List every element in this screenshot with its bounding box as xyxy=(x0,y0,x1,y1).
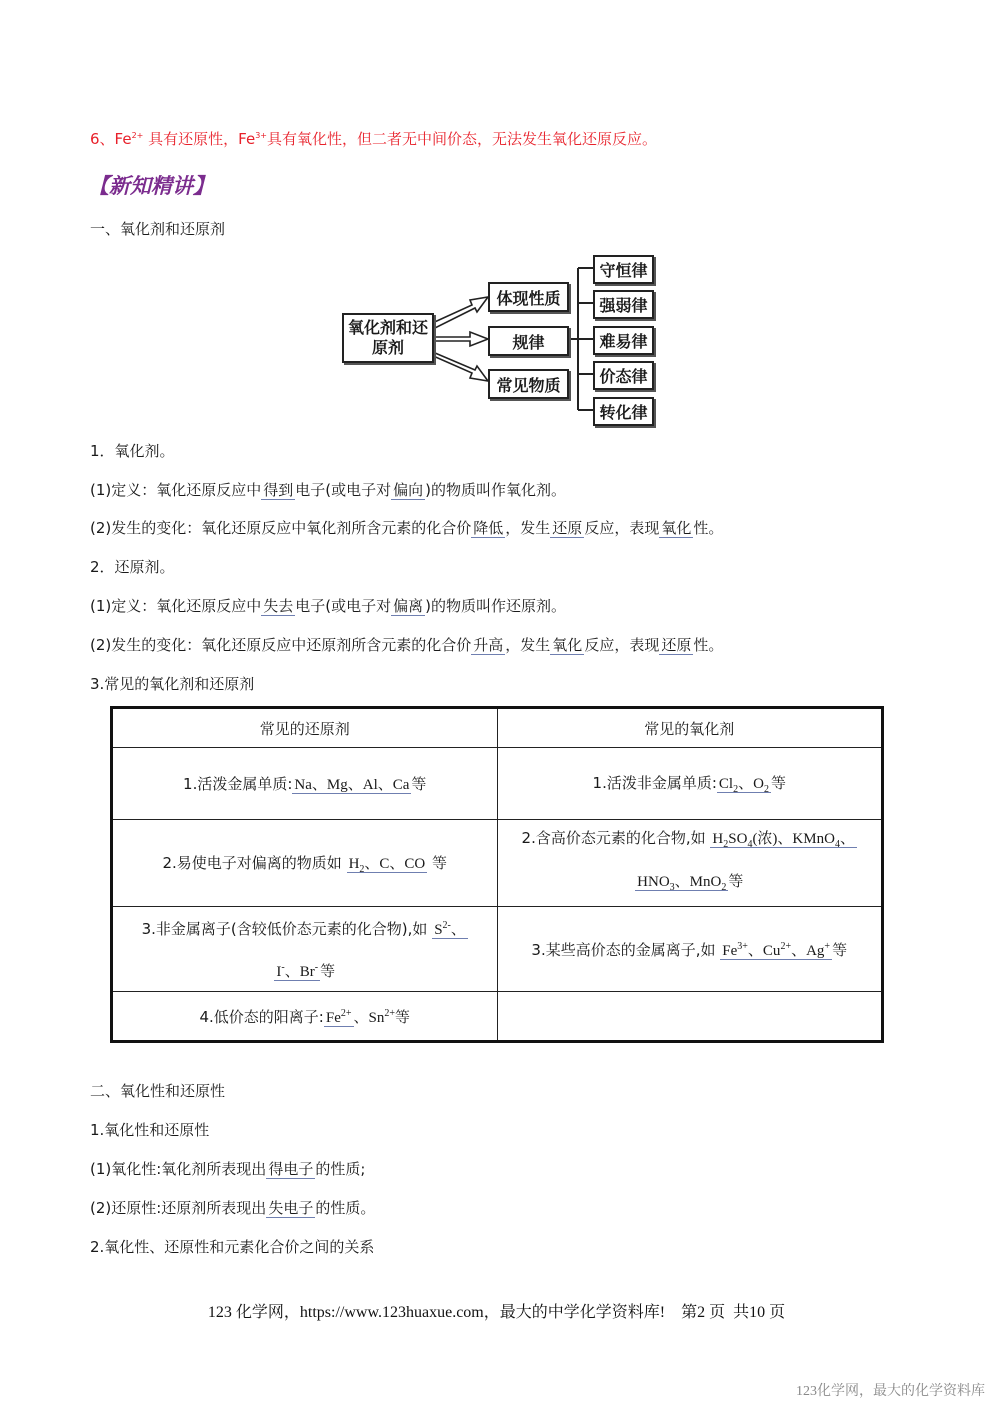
oxidant-change: (2)发生的变化：氧化还原反应中氧化剂所含元素的化合价 降低 ，发生 还原 反应，表现 氧化 性。 xyxy=(90,519,724,537)
table-cell: 1.活泼非金属单质: $Cl_2$、$O_2$ 等 xyxy=(497,748,883,820)
heading-oxidizing-reducing: 二、氧化性和还原性 xyxy=(90,1082,226,1100)
heading-oxidant-reductant: 一、氧化剂和还原剂 xyxy=(90,220,226,238)
table-row xyxy=(112,708,883,748)
prop-oxidizing: (1)氧化性:氧化剂所表现出 得电子 的性质; xyxy=(90,1160,366,1178)
red-note: 6、$Fe^{2+}$ 具有还原性，$Fe^{3+}$具有氧化性，但二者无中间价态，无法发生氧化还原反应。 xyxy=(90,130,658,148)
table-cell: 3.某些高价态的金属离子,如 $Fe^{3+}$、$Cu^{2+}$、Ag+ 等 xyxy=(497,907,883,992)
table-cell: 1.活泼金属单质: Na、Mg、Al、Ca 等 xyxy=(112,748,498,820)
reductant-change: (2)发生的变化：氧化还原反应中还原剂所含元素的化合价 升高 ，发生 氧化 反应，表现 还原 性。 xyxy=(90,636,724,654)
table-cell-empty xyxy=(497,992,883,1042)
table-row xyxy=(112,992,883,1042)
prop-reducing: (2)还原性:还原剂所表现出 失电子 的性质。 xyxy=(90,1199,376,1217)
oxidant-title: 1．氧化剂。 xyxy=(90,442,175,460)
reductant-definition: (1)定义：氧化还原反应中 失去 电子(或电子对 偏离 )的物质叫作还原剂。 xyxy=(90,597,566,615)
diagram-law-strength: 强弱律 xyxy=(593,290,654,319)
section-title-new-knowledge: 【新知精讲】 xyxy=(88,173,214,198)
prop-title: 1.氧化性和还原性 xyxy=(90,1121,210,1139)
page-footer: 123 化学网，https://www.123huaxue.com，最大的中学化学资料库! 第2 页 共10 页 xyxy=(207,1304,786,1321)
table-cell: 3.非金属离子(含较低价态元素的化合物),如 $S^{2-}$、 I-、Br- 等 xyxy=(112,907,498,992)
reductant-title: 2．还原剂。 xyxy=(90,558,175,576)
table-cell: 2.易使电子对偏离的物质如 $H_2$、C、CO 等 xyxy=(112,820,498,907)
prop-relation: 2.氧化性、还原性和元素化合价之间的关系 xyxy=(90,1238,375,1256)
diagram-law-valence: 价态律 xyxy=(593,361,654,390)
diagram-branch-substances: 常见物质 xyxy=(488,369,569,399)
table-row xyxy=(112,907,883,992)
oxidant-definition: (1)定义：氧化还原反应中 得到 电子(或电子对 偏向 )的物质叫作氧化剂。 xyxy=(90,481,566,499)
diagram-law-difficulty: 难易律 xyxy=(593,326,654,355)
diagram-branch-properties: 体现性质 xyxy=(488,282,569,312)
common-agents-table xyxy=(110,706,884,1043)
table-header-reductants: 常见的还原剂 xyxy=(112,708,498,748)
table-cell: 4.低价态的阳离子: $Fe^{2+}$ 、$Sn^{2+}$等 xyxy=(112,992,498,1042)
table-header-oxidants: 常见的氧化剂 xyxy=(497,708,883,748)
table-row xyxy=(112,748,883,820)
diagram-law-conservation: 守恒律 xyxy=(593,255,654,284)
diagram-root: 氧化剂和还原剂 xyxy=(342,313,434,363)
common-title: 3.常见的氧化剂和还原剂 xyxy=(90,675,255,693)
table-cell: 2.含高价态元素的化合物,如 $H_2SO_4$(浓)、KMnO$_4$、 $HNO_3$、MnO$_2$ 等 xyxy=(497,820,883,907)
watermark: 123化学网，最大的化学资料库 xyxy=(796,1384,985,1399)
diagram-law-conversion: 转化律 xyxy=(593,397,654,426)
diagram-branch-laws: 规律 xyxy=(488,326,569,356)
table-row xyxy=(112,820,883,907)
